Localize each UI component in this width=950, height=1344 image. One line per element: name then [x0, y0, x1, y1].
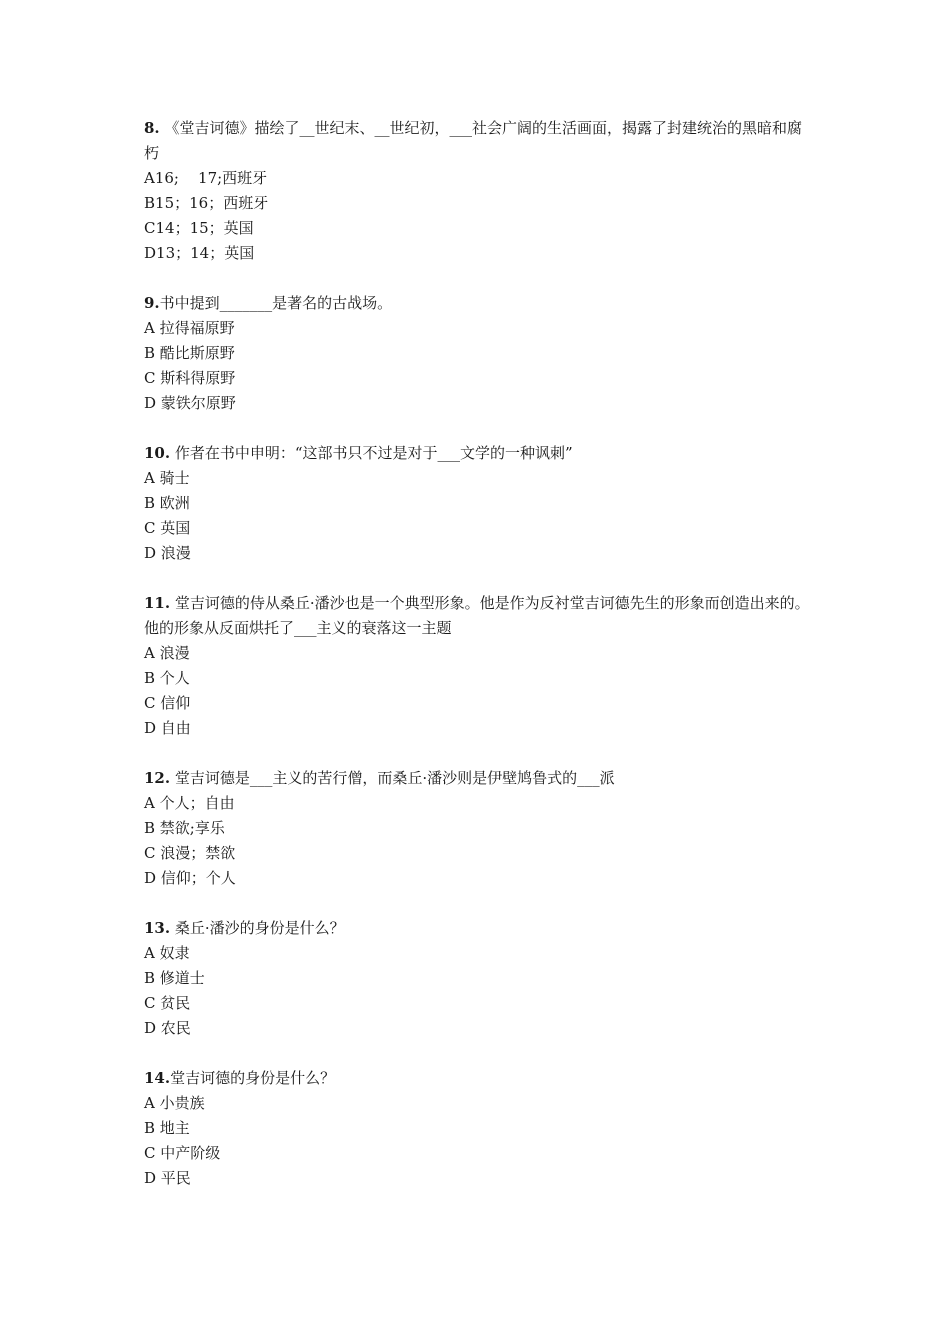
- question-stem: [144, 1066, 814, 1091]
- question-14: [144, 1066, 814, 1191]
- option-a: A 个人；自由: [144, 794, 235, 812]
- option-d: D13；14；英国: [144, 244, 255, 262]
- question-number: 11.: [144, 594, 171, 612]
- option-a: A 小贵族: [144, 1094, 205, 1112]
- option-a: A16; 17;西班牙: [144, 169, 268, 187]
- question-number: 14.: [144, 1069, 171, 1087]
- question-11: [144, 591, 814, 741]
- option-b: B 酷比斯原野: [144, 344, 235, 362]
- question-stem: [144, 591, 814, 641]
- question-text: 作者在书中申明：“这部书只不过是对于___文学的一种讽刺”: [170, 444, 573, 462]
- question-9: [144, 291, 814, 416]
- document-page: [144, 116, 814, 1216]
- option-d: D 平民: [144, 1169, 191, 1187]
- option-d: D 蒙铁尔原野: [144, 394, 236, 412]
- option-c: C 中产阶级: [144, 1144, 221, 1162]
- question-number: 8.: [144, 119, 160, 137]
- question-text: 堂吉诃德是___主义的苦行僧，而桑丘·潘沙则是伊壁鸠鲁式的___派: [170, 769, 615, 787]
- question-text: 桑丘·潘沙的身份是什么？: [170, 919, 345, 937]
- question-text: 堂吉诃德的侍从桑丘·潘沙也是一个典型形象。他是作为反衬堂吉诃德先生的形象而创造出来的。他的形象从反面烘托了___主义的衰落这一主题: [144, 594, 810, 637]
- option-c: C 英国: [144, 519, 191, 537]
- question-8: [144, 116, 814, 266]
- option-c: C 贫民: [144, 994, 191, 1012]
- question-text: 堂吉诃德的身份是什么？: [170, 1069, 336, 1087]
- option-b: B 地主: [144, 1119, 190, 1137]
- option-b: B15；16；西班牙: [144, 194, 269, 212]
- option-a: A 浪漫: [144, 644, 190, 662]
- question-10: [144, 441, 814, 566]
- option-b: B 欧洲: [144, 494, 190, 512]
- option-d: D 农民: [144, 1019, 191, 1037]
- option-d: D 浪漫: [144, 544, 191, 562]
- question-12: [144, 766, 814, 891]
- option-a: A 奴隶: [144, 944, 190, 962]
- option-c: C 浪漫；禁欲: [144, 844, 236, 862]
- question-number: 13.: [144, 919, 171, 937]
- question-stem: [144, 441, 814, 466]
- question-text: 《堂吉诃德》描绘了__世纪末、__世纪初，___社会广阔的生活画面，揭露了封建统治的黑暗和腐朽: [144, 119, 802, 162]
- option-c: C 斯科得原野: [144, 369, 236, 387]
- option-a: A 骑士: [144, 469, 190, 487]
- question-stem: [144, 116, 814, 166]
- option-c: C14；15；英国: [144, 219, 254, 237]
- option-b: B 个人: [144, 669, 190, 687]
- question-number: 9.: [144, 294, 160, 312]
- question-stem: [144, 916, 814, 941]
- question-stem: [144, 766, 814, 791]
- option-d: D 自由: [144, 719, 191, 737]
- question-stem: [144, 291, 814, 316]
- option-d: D 信仰；个人: [144, 869, 236, 887]
- option-b: B 禁欲;享乐: [144, 819, 225, 837]
- option-c: C 信仰: [144, 694, 191, 712]
- option-b: B 修道士: [144, 969, 205, 987]
- question-number: 10.: [144, 444, 171, 462]
- question-13: [144, 916, 814, 1041]
- question-text: 书中提到_______是著名的古战场。: [159, 294, 393, 312]
- option-a: A 拉得福原野: [144, 319, 235, 337]
- question-number: 12.: [144, 769, 171, 787]
